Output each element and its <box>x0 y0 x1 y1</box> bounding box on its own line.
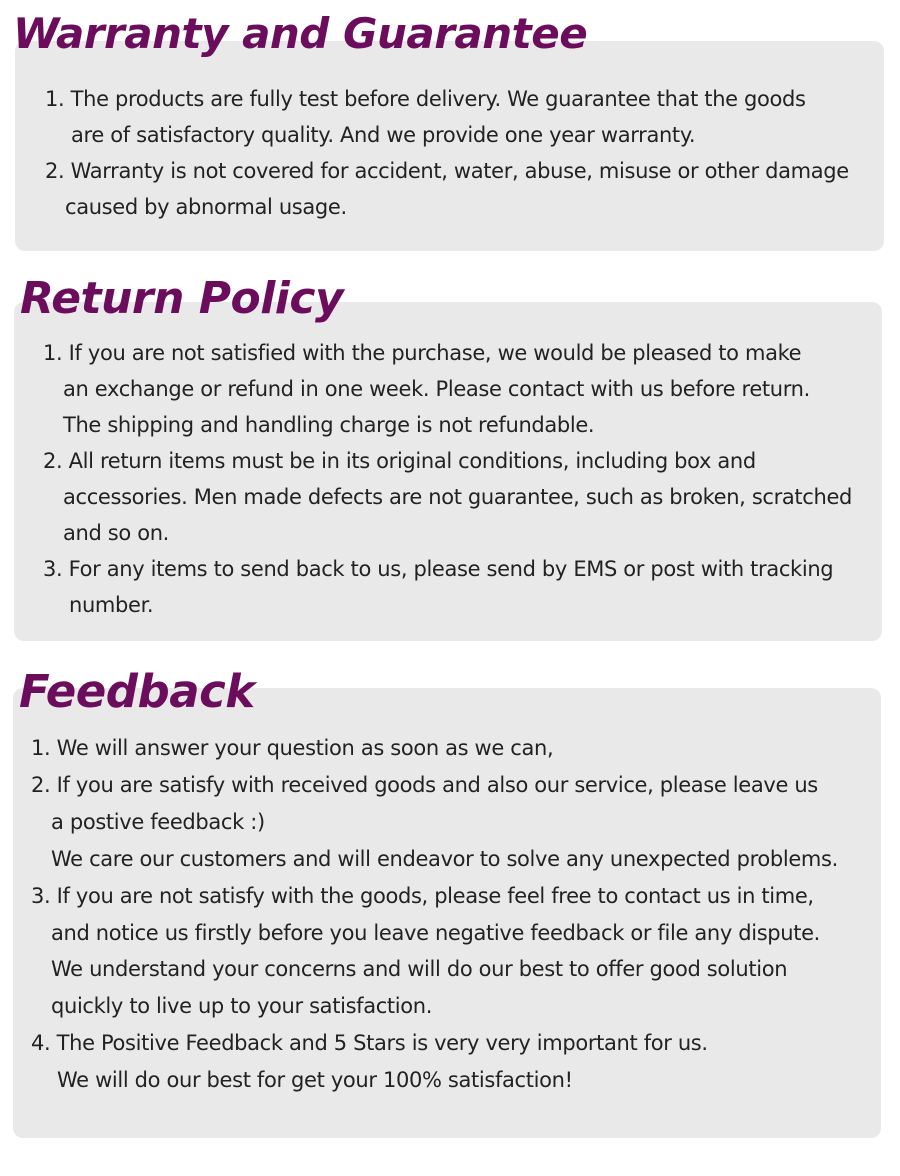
warranty-line: 2. Warranty is not covered for accident, water, abuse, misuse or other damage <box>45 159 849 183</box>
feedback-line: quickly to live up to your satisfaction. <box>51 994 433 1018</box>
feedback-line: 4. The Positive Feedback and 5 Stars is very very important for us. <box>31 1031 708 1055</box>
warranty-line: 1. The products are fully test before delivery. We guarantee that the goods <box>45 87 806 111</box>
feedback-line: a postive feedback :) <box>51 810 265 834</box>
warranty-line: are of satisfactory quality. And we provide one year warranty. <box>71 123 696 147</box>
feedback-line: 3. If you are not satisfy with the goods, please feel free to contact us in time, <box>31 884 814 908</box>
return-policy-line: 1. If you are not satisfied with the purchase, we would be pleased to make <box>43 341 802 365</box>
feedback-title: Feedback <box>19 665 255 718</box>
feedback-line: We understand your concerns and will do our best to offer good solution <box>51 957 788 981</box>
warranty-line: caused by abnormal usage. <box>65 195 347 219</box>
return-policy-line: 3. For any items to send back to us, please send by EMS or post with tracking <box>43 557 834 581</box>
return-policy-line: accessories. Men made defects are not guarantee, such as broken, scratched <box>63 485 853 509</box>
feedback-line: We will do our best for get your 100% satisfaction! <box>57 1068 573 1092</box>
return-policy-line: The shipping and handling charge is not refundable. <box>63 413 595 437</box>
return-policy-title: Return Policy <box>20 273 344 324</box>
return-policy-line: an exchange or refund in one week. Please contact with us before return. <box>63 377 810 401</box>
return-policy-line: 2. All return items must be in its original conditions, including box and <box>43 449 756 473</box>
return-policy-line: and so on. <box>63 521 169 545</box>
return-policy-line: number. <box>69 593 154 617</box>
feedback-line: 1. We will answer your question as soon as we can, <box>31 736 554 760</box>
warranty-title: Warranty and Guarantee <box>13 9 588 58</box>
feedback-line: and notice us firstly before you leave negative feedback or file any dispute. <box>51 921 820 945</box>
feedback-line: 2. If you are satisfy with received goods and also our service, please leave us <box>31 773 818 797</box>
feedback-line: We care our customers and will endeavor to solve any unexpected problems. <box>51 847 838 871</box>
